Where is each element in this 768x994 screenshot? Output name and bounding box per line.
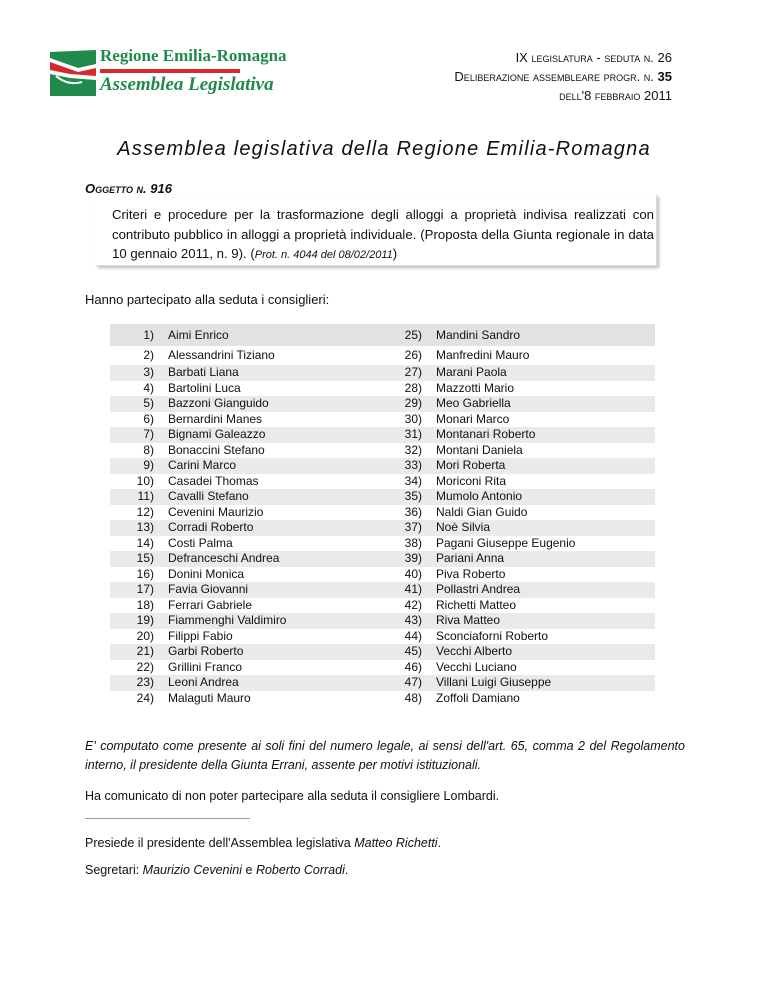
row-number-left: 7) — [143, 427, 154, 441]
table-row — [110, 458, 655, 474]
row-number-left: 12) — [136, 504, 154, 519]
row-number-right: 48) — [404, 690, 422, 705]
page-title: Assemblea legislativa della Regione Emilia-Romagna — [117, 138, 651, 160]
row-number-left: 20) — [136, 628, 154, 643]
row-number-left: 10) — [136, 473, 154, 488]
table-row — [110, 396, 655, 412]
segretari-suffix: . — [344, 863, 349, 877]
presiede-suffix: . — [437, 836, 442, 850]
councillor-name-right: Marani Paola — [436, 365, 507, 379]
row-number-left: 15) — [136, 551, 154, 565]
regione-map-icon — [48, 46, 98, 100]
councillor-name-left: Bonaccini Stefano — [168, 442, 265, 457]
table-row — [110, 427, 655, 443]
row-number-left: 4) — [143, 380, 154, 395]
councillor-name-left: Aimi Enrico — [168, 328, 229, 342]
oggetto-text: Criteri e procedure per la trasformazione degli alloggi a proprietà indivisa realizzati con contributo pubblico in alloggi a proprietà individuale. (Proposta della Giunta regionale in data 10 gennaio 2011, n. 9). ( — [112, 207, 654, 261]
councillor-name-right: Monari Marco — [436, 411, 510, 426]
row-number-right: 37) — [404, 520, 422, 534]
regione-logo — [48, 46, 287, 100]
table-row — [110, 567, 655, 583]
councillor-name-right: Moriconi Rita — [436, 473, 507, 488]
row-number-left: 23) — [136, 675, 154, 689]
table-row — [110, 629, 655, 645]
councillor-name-left: Bazzoni Gianguido — [168, 396, 269, 410]
table-row — [110, 613, 655, 629]
row-number-right: 30) — [404, 411, 422, 426]
document-header — [454, 48, 672, 105]
councillor-name-left: Cavalli Stefano — [168, 489, 249, 503]
councillor-name-right: Pagani Giuseppe Eugenio — [436, 535, 576, 550]
logo-divider — [100, 69, 240, 73]
councillor-name-left: Defranceschi Andrea — [168, 551, 280, 565]
row-number-left: 6) — [143, 411, 154, 426]
councillor-name-right: Mumolo Antonio — [436, 489, 523, 503]
segretari-line — [85, 863, 348, 877]
councillor-name-left: Leoni Andrea — [168, 675, 239, 689]
row-number-right: 38) — [404, 535, 422, 550]
councillor-name-left: Bignami Galeazzo — [168, 427, 266, 441]
councillor-name-right: Zoffoli Damiano — [436, 690, 520, 705]
councillor-name-left: Fiammenghi Valdimiro — [168, 613, 287, 627]
row-number-left: 5) — [143, 396, 154, 410]
table-row — [110, 505, 655, 521]
row-number-left: 21) — [136, 644, 154, 658]
table-row — [110, 551, 655, 567]
councillor-name-right: Riva Matteo — [436, 613, 501, 627]
comunicato-note: Ha comunicato di non poter partecipare alla seduta il consigliere Lombardi. — [85, 789, 500, 803]
councillor-name-left: Malaguti Mauro — [168, 690, 251, 705]
table-row — [110, 660, 655, 676]
table-row — [110, 644, 655, 660]
president-name: Matteo Richetti — [354, 836, 438, 850]
deliberazione-number: 35 — [657, 69, 672, 84]
deliberazione-line — [454, 67, 672, 86]
row-number-left: 3) — [143, 365, 154, 379]
councillor-name-right: Sconciaforni Roberto — [436, 628, 549, 643]
row-number-right: 31) — [404, 427, 422, 441]
row-number-right: 42) — [404, 597, 422, 612]
logo-line1: Regione Emilia-Romagna — [100, 46, 287, 65]
councillor-name-left: Bernardini Manes — [168, 411, 263, 426]
councillor-name-right: Montanari Roberto — [436, 427, 536, 441]
row-number-left: 2) — [143, 348, 154, 362]
councillor-name-right: Manfredini Mauro — [436, 348, 530, 362]
row-number-right: 34) — [404, 473, 422, 488]
participants-intro: Hanno partecipato alla seduta i consiglieri: — [85, 292, 330, 307]
row-number-right: 27) — [404, 365, 422, 379]
councillors-list — [110, 324, 655, 706]
row-number-right: 26) — [404, 348, 422, 362]
row-number-left: 11) — [137, 489, 154, 503]
councillor-name-left: Garbi Roberto — [168, 644, 244, 658]
row-number-left: 9) — [143, 458, 154, 472]
councillor-name-left: Corradi Roberto — [168, 520, 254, 534]
councillor-name-right: Piva Roberto — [436, 566, 506, 581]
date-line: dell'8 febbraio 2011 — [559, 88, 672, 103]
table-row — [110, 536, 655, 552]
row-number-right: 40) — [404, 566, 422, 581]
oggetto-description — [112, 205, 654, 266]
councillor-name-left: Favia Giovanni — [168, 582, 249, 596]
secretary-1: Maurizio Cevenini — [142, 863, 243, 877]
councillor-name-right: Vecchi Alberto — [436, 644, 513, 658]
councillor-name-left: Bartolini Luca — [168, 380, 241, 395]
table-row — [110, 346, 655, 365]
councillor-name-right: Noè Silvia — [436, 520, 491, 534]
table-row — [110, 675, 655, 691]
row-number-right: 39) — [404, 551, 422, 565]
councillor-name-right: Pariani Anna — [436, 551, 505, 565]
row-number-right: 47) — [404, 675, 422, 689]
oggetto-close: ) — [392, 246, 398, 261]
table-row — [110, 520, 655, 536]
row-number-left: 17) — [136, 582, 154, 596]
row-number-left: 18) — [136, 597, 154, 612]
row-number-right: 32) — [404, 442, 422, 457]
row-number-left: 16) — [136, 566, 154, 581]
divider — [85, 818, 250, 819]
row-number-right: 35) — [404, 489, 422, 503]
segretari-mid: e — [242, 863, 256, 877]
row-number-right: 36) — [404, 504, 422, 519]
table-row — [110, 324, 655, 346]
councillor-name-left: Filippi Fabio — [168, 628, 233, 643]
councillor-name-right: Pollastri Andrea — [436, 582, 521, 596]
protocol-reference: Prot. n. 4044 del 08/02/2011 — [254, 249, 393, 261]
councillor-name-right: Mazzotti Mario — [436, 380, 515, 395]
councillor-name-left: Costi Palma — [168, 535, 233, 550]
councillor-name-right: Villani Luigi Giuseppe — [436, 675, 552, 689]
row-number-right: 41) — [404, 582, 422, 596]
row-number-right: 29) — [404, 396, 422, 410]
councillor-name-right: Mori Roberta — [436, 458, 506, 472]
table-row — [110, 365, 655, 381]
segretari-prefix: Segretari: — [85, 863, 143, 877]
row-number-right: 33) — [404, 458, 422, 472]
councillor-name-left: Casadei Thomas — [168, 473, 259, 488]
row-number-right: 44) — [404, 628, 422, 643]
row-number-right: 28) — [404, 380, 422, 395]
row-number-right: 46) — [404, 659, 422, 674]
councillor-name-left: Donini Monica — [168, 566, 245, 581]
row-number-left: 22) — [136, 659, 154, 674]
councillor-name-left: Alessandrini Tiziano — [168, 348, 275, 362]
row-number-left: 14) — [136, 535, 154, 550]
row-number-right: 43) — [404, 613, 422, 627]
table-row — [110, 691, 655, 707]
deliberazione-label: Deliberazione assembleare progr. n. — [454, 69, 658, 84]
secretary-2: Roberto Corradi — [255, 863, 345, 877]
table-row — [110, 582, 655, 598]
row-number-left: 24) — [136, 690, 154, 705]
computato-note: E' computato come presente ai soli fini del numero legale, ai sensi dell'art. 65, comma 2 del Regolamento interno, il presidente della Giunta Errani, assente per motivi istituzionali. — [85, 739, 685, 772]
presiede-prefix: Presiede il presidente dell'Assemblea legislativa — [85, 836, 355, 850]
table-row — [110, 381, 655, 397]
councillor-name-left: Ferrari Gabriele — [168, 597, 253, 612]
table-row — [110, 412, 655, 428]
table-row — [110, 443, 655, 459]
table-row — [110, 489, 655, 505]
presiede-line — [85, 836, 441, 850]
councillor-name-right: Meo Gabriella — [436, 396, 511, 410]
councillor-name-right: Mandini Sandro — [436, 328, 521, 342]
councillor-name-right: Richetti Matteo — [436, 597, 517, 612]
row-number-right: 25) — [404, 328, 422, 342]
row-number-right: 45) — [404, 644, 422, 658]
councillor-name-left: Grillini Franco — [168, 659, 243, 674]
councillor-name-left: Barbati Liana — [168, 365, 239, 379]
row-number-left: 8) — [143, 442, 154, 457]
councillor-name-right: Vecchi Luciano — [436, 659, 517, 674]
table-row — [110, 474, 655, 490]
councillor-name-right: Naldi Gian Guido — [436, 504, 528, 519]
councillor-name-left: Cevenini Maurizio — [168, 504, 264, 519]
row-number-left: 19) — [136, 613, 154, 627]
legislatura-line: IX legislatura - seduta n. 26 — [515, 50, 672, 65]
councillor-name-left: Carini Marco — [168, 458, 237, 472]
table-row — [110, 598, 655, 614]
row-number-left: 1) — [143, 328, 154, 342]
logo-line2: Assemblea Legislativa — [100, 74, 274, 95]
oggetto-label: Oggetto n. 916 — [85, 181, 172, 196]
row-number-left: 13) — [136, 520, 154, 534]
councillor-name-right: Montani Daniela — [436, 442, 523, 457]
